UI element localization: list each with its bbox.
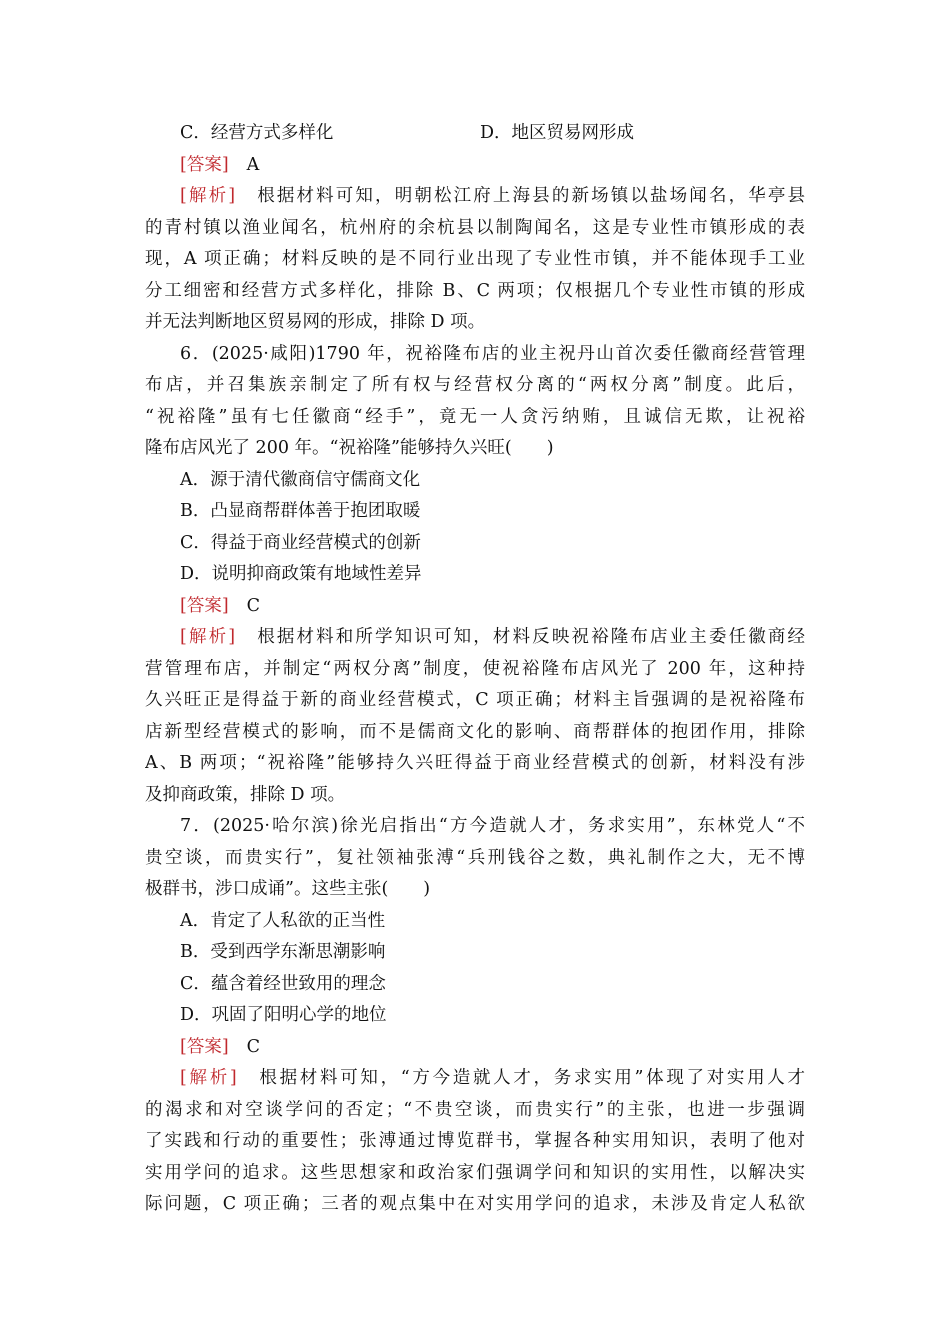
q5-option-c: C．经营方式多样化 — [180, 123, 334, 143]
q7-analysis-line-2: 的渴求和对空谈学问的否定；“不贵空谈，而贵实行”的主张，也进一步强调 — [145, 1099, 805, 1120]
q6-analysis-line-4: 店新型经营模式的影响，而不是儒商文化的影响、商帮群体的抱团作用，排除 — [145, 721, 805, 742]
q5-analysis-line-1: [解析] 根据材料可知，明朝松江府上海县的新场镇以盐场闻名，华亭县 — [180, 186, 805, 206]
q5-analysis-line-2: 的青村镇以渔业闻名，杭州府的余杭县以制陶闻名，这是专业性市镇形成的表 — [145, 217, 805, 238]
q6-stem-line-1: 6．(2025·咸阳)1790 年，祝裕隆布店的业主祝丹山首次委任徽商经营管理 — [180, 343, 805, 364]
q5-analysis-line-3: 现，A 项正确；材料反映的是不同行业出现了专业性市镇，并不能体现手工业 — [145, 249, 805, 269]
q6-analysis-line-3: 久兴旺正是得益于新的商业经营模式，C 项正确；材料主旨强调的是祝裕隆布 — [145, 690, 805, 710]
q6-stem-line-3: “祝裕隆”虽有七任徽商“经手”，竟无一人贪污纳贿，且诚信无欺，让祝裕 — [145, 406, 805, 427]
analysis-tag: [解析] — [180, 627, 236, 647]
q7-stem-line-2: 贵空谈，而贵实行”，复社领袖张溥“兵刑钱谷之数，典礼制作之大，无不博 — [145, 847, 805, 868]
q7-stem-line-1: 7．(2025·哈尔滨)徐光启指出“方今造就人才，务求实用”，东林党人“不 — [180, 816, 805, 836]
q7-option-b: B．受到西学东渐思潮影响 — [180, 942, 386, 962]
answer-tag: [答案] — [180, 154, 229, 175]
q6-analysis-line-1: [解析] 根据材料和所学知识可知，材料反映祝裕隆布店业主委任徽商经 — [180, 627, 805, 647]
document-page — [145, 118, 805, 1221]
q7-analysis-line-3: 了实践和行动的重要性；张溥通过博览群书，掌握各种实用知识，表明了他对 — [145, 1131, 805, 1151]
q6-stem-line-4: 隆布店风光了 200 年。“祝裕隆”能够持久兴旺( ) — [145, 438, 554, 458]
q5-options-cd — [145, 118, 805, 150]
q5-answer-line — [145, 150, 805, 182]
q6-option-c: C．得益于商业经营模式的创新 — [180, 532, 421, 553]
answer-tag: [答案] — [180, 595, 229, 616]
analysis-tag: [解析] — [180, 186, 236, 206]
q7-analysis-line-1: [解析] 根据材料可知，“方今造就人才，务求实用”体现了对实用人才 — [180, 1068, 805, 1088]
q5-option-d: D．地区贸易网形成 — [480, 123, 635, 143]
q5-answer: A — [246, 154, 260, 175]
q6-stem-line-2: 布店，并召集族亲制定了所有权与经营权分离的“两权分离”制度。此后， — [145, 375, 805, 395]
q7-answer-line — [145, 1032, 805, 1064]
q6-analysis-line-5: A、B 两项；“祝裕隆”能够持久兴旺得益于商业经营模式的创新，材料没有涉 — [145, 753, 805, 773]
q7-stem-line-3: 极群书，涉口成诵”。这些主张( ) — [145, 879, 431, 899]
q6-answer: C — [246, 595, 261, 616]
q6-analysis-line-2: 营管理布店，并制定“两权分离”制度，使祝裕隆布店风光了 200 年，这种持 — [145, 658, 805, 679]
analysis-tag: [解析] — [180, 1068, 237, 1088]
q7-answer: C — [246, 1036, 261, 1057]
q6-answer-line — [145, 591, 805, 623]
q7-option-d: D．巩固了阳明心学的地位 — [180, 1005, 387, 1025]
q7-analysis-line-4: 实用学问的追求。这些思想家和政治家们强调学问和知识的实用性，以解决实 — [145, 1162, 805, 1183]
q6-option-b: B．凸显商帮群体善于抱团取暖 — [180, 501, 421, 521]
q7-option-a: A．肯定了人私欲的正当性 — [180, 910, 386, 931]
q7-option-c: C．蕴含着经世致用的理念 — [180, 973, 386, 994]
q6-analysis-line-6: 及抑商政策，排除 D 项。 — [145, 784, 346, 805]
q5-analysis-line-4: 分工细密和经营方式多样化，排除 B、C 两项；仅根据几个专业性市镇的形成 — [145, 280, 805, 301]
q5-analysis-line-5: 并无法判断地区贸易网的形成，排除 D 项。 — [145, 312, 486, 332]
q6-option-d: D．说明抑商政策有地域性差异 — [180, 564, 422, 584]
answer-tag: [答案] — [180, 1036, 229, 1057]
q6-option-a: A．源于清代徽商信守儒商文化 — [180, 469, 421, 490]
q7-analysis-line-5: 际问题，C 项正确；三者的观点集中在对实用学问的追求，未涉及肯定人私欲 — [145, 1194, 805, 1214]
